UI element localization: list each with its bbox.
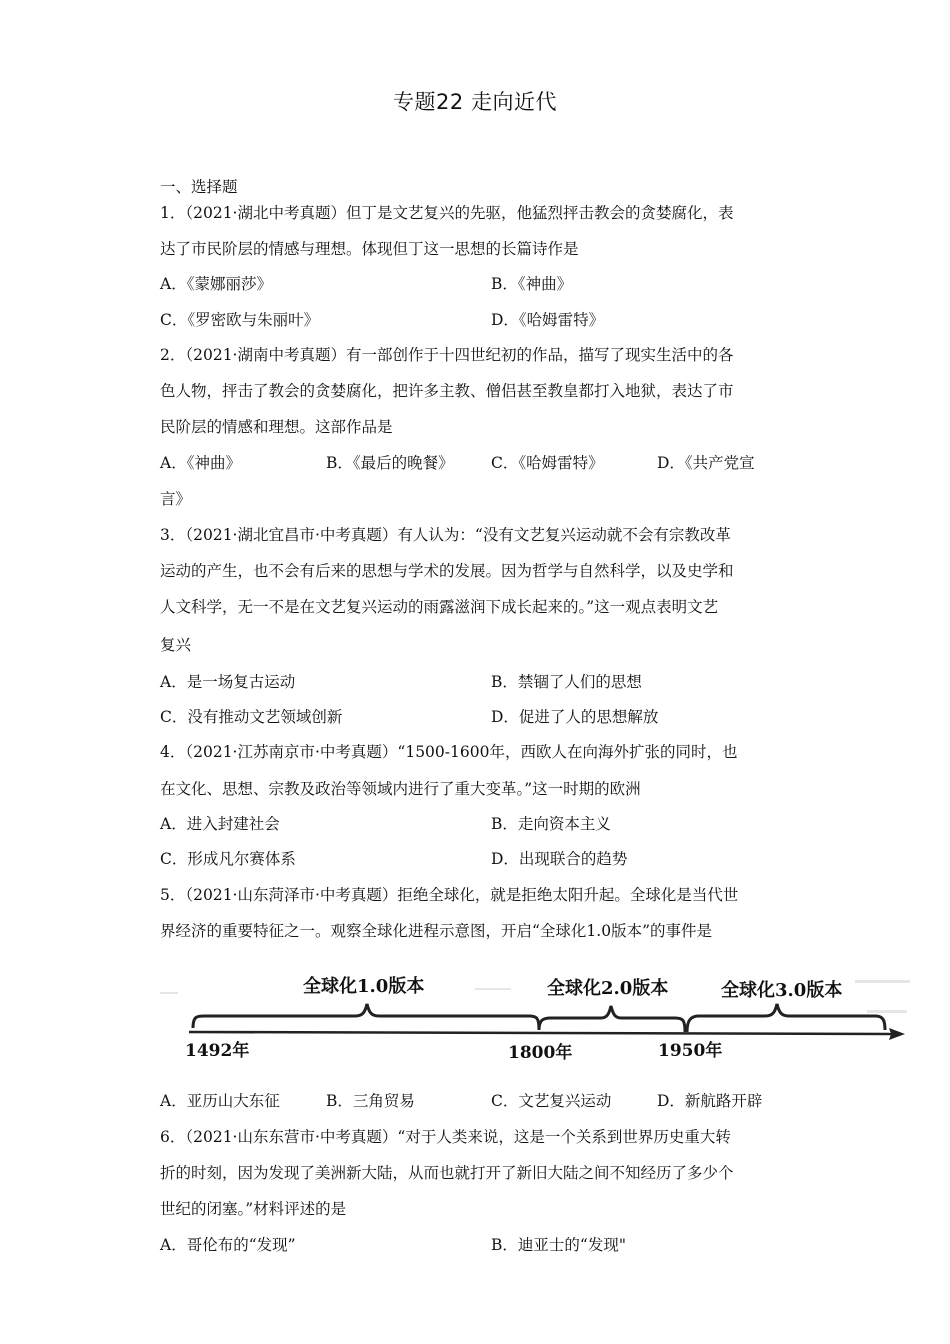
q4-option-a: A．进入封建社会: [160, 815, 280, 833]
q5-option-c: C．文艺复兴运动: [491, 1092, 612, 1110]
section-heading: 一、选择题: [160, 178, 238, 196]
q2-option-a: A．《神曲》: [160, 454, 241, 472]
brace-1: [193, 1004, 539, 1030]
q2-stem-line3: 民阶层的情感和理想。这部作品是: [160, 418, 393, 436]
q4-option-b: B．走向资本主义: [491, 815, 611, 833]
q3-stem-line1: 3．（2021·湖北宜昌市·中考真题）有人认为：“没有文艺复兴运动就不会有宗教改革: [160, 526, 731, 544]
q1-option-b: B．《神曲》: [491, 275, 573, 293]
q5-stem-line1: 5．（2021·山东菏泽市·中考真题）拒绝全球化，就是拒绝太阳升起。全球化是当代世: [160, 886, 739, 904]
q1-option-c: C．《罗密欧与朱丽叶》: [160, 311, 320, 329]
year-1492: 1492年: [185, 1041, 250, 1061]
q1-stem-line1: 1．（2021·湖北中考真题）但丁是文艺复兴的先驱，他猛烈抨击教会的贪婪腐化，表: [160, 204, 734, 222]
q5-option-a: A．亚历山大东征: [160, 1092, 280, 1110]
q6-stem-line2: 折的时刻，因为发现了美洲新大陆，从而也就打开了新旧大陆之间不知经历了多少个: [160, 1164, 734, 1182]
q1-stem-line2: 达了市民阶层的情感与理想。体现但丁这一思想的长篇诗作是: [160, 240, 579, 258]
q3-option-c: C．没有推动文艺领域创新: [160, 708, 343, 726]
q6-option-b: B．迪亚士的“发现": [491, 1236, 626, 1254]
q3-stem-line3: 人文科学，无一不是在文艺复兴运动的雨露滋润下成长起来的。”这一观点表明文艺: [160, 598, 719, 616]
q3-option-d: D．促进了人的思想解放: [491, 708, 659, 726]
q4-option-d: D．出现联合的趋势: [491, 850, 628, 868]
q1-option-d: D．《哈姆雷特》: [491, 311, 605, 329]
period-label-3: 全球化3.0版本: [721, 980, 843, 1001]
year-1950: 1950年: [658, 1041, 723, 1061]
q2-option-d: D．《共产党宣: [657, 454, 755, 472]
arrow-head-icon: [889, 1028, 905, 1040]
period-label-1: 全球化1.0版本: [303, 976, 425, 997]
q2-option-b: B．《最后的晚餐》: [326, 454, 454, 472]
q2-stem-line2: 色人物，抨击了教会的贪婪腐化，把许多主教、僧侣甚至教皇都打入地狱，表达了市: [160, 382, 734, 400]
q4-option-c: C．形成凡尔赛体系: [160, 850, 296, 868]
q6-option-a: A．哥伦布的“发现”: [160, 1236, 296, 1254]
q3-option-a: A．是一场复古运动: [160, 673, 296, 691]
q2-stem-line1: 2．（2021·湖南中考真题）有一部创作于十四世纪初的作品，描写了现实生活中的各: [160, 346, 734, 364]
globalization-timeline-figure: [155, 960, 915, 1065]
q4-stem-line1: 4．（2021·江苏南京市·中考真题）“1500-1600年，西欧人在向海外扩张的同时，也: [160, 743, 738, 761]
q5-option-d: D．新航路开辟: [657, 1092, 763, 1110]
page-title: 专题22 走向近代: [393, 90, 557, 114]
period-label-2: 全球化2.0版本: [547, 978, 669, 999]
q6-stem-line3: 世纪的闭塞。”材料评述的是: [160, 1200, 347, 1218]
timeline-axis: [189, 1032, 893, 1034]
q5-stem-line2: 界经济的重要特征之一。观察全球化进程示意图，开启“全球化1.0版本”的事件是: [160, 922, 713, 940]
brace-2: [539, 1006, 685, 1032]
q5-option-b: B．三角贸易: [326, 1092, 415, 1110]
year-1800: 1800年: [508, 1043, 573, 1063]
q3-stem-line4: 复兴: [160, 636, 192, 654]
q6-stem-line1: 6．（2021·山东东营市·中考真题）“对于人类来说，这是一个关系到世界历史重大转: [160, 1128, 731, 1146]
q3-stem-line2: 运动的产生，也不会有后来的思想与学术的发展。因为哲学与自然科学，以及史学和: [160, 562, 734, 580]
brace-3: [687, 1004, 885, 1032]
q4-stem-line2: 在文化、思想、宗教及政治等领域内进行了重大变革。”这一时期的欧洲: [160, 780, 641, 798]
q2-option-c: C．《哈姆雷特》: [491, 454, 604, 472]
q2-option-d-continued: 言》: [160, 490, 192, 508]
q3-option-b: B．禁锢了人们的思想: [491, 673, 642, 691]
q1-option-a: A．《蒙娜丽莎》: [160, 275, 272, 293]
